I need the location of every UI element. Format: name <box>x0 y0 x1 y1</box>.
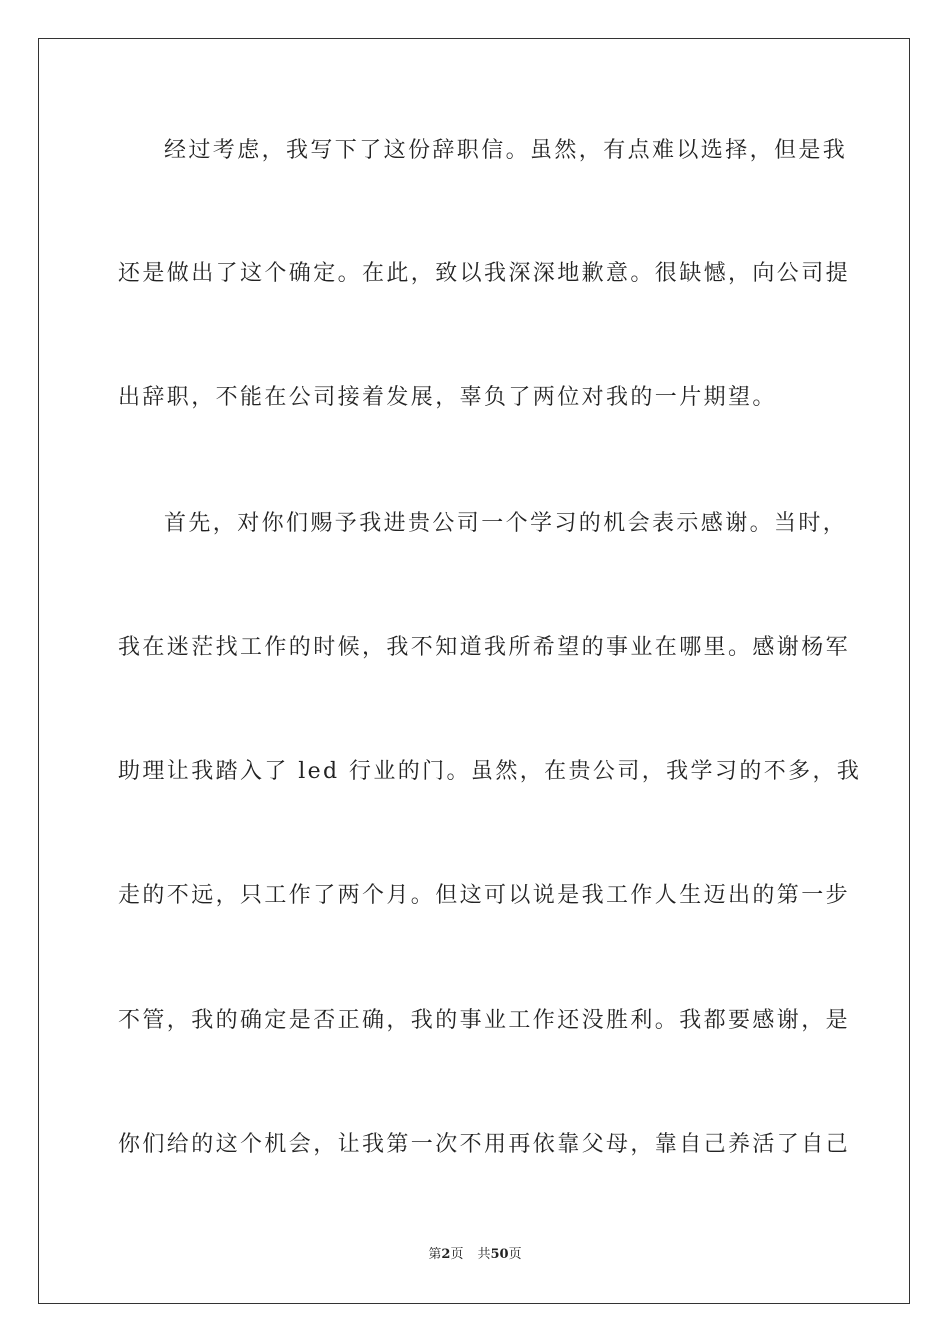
page-border <box>38 38 910 1304</box>
paragraph-1-line-2: 还是做出了这个确定。在此，致以我深深地歉意。很缺憾，向公司提 <box>118 261 851 286</box>
total-prefix: 共 <box>477 1247 491 1262</box>
paragraph-2-line-1: 首先，对你们赐予我进贵公司一个学习的机会表示感谢。当时， <box>164 511 848 536</box>
paragraph-2-line-3: 助理让我踏入了 led 行业的门。虽然，在贵公司，我学习的不多，我 <box>118 759 862 784</box>
paragraph-2-line-5: 不管，我的确定是否正确，我的事业工作还没胜利。我都要感谢，是 <box>118 1008 851 1033</box>
paragraph-2-line-6: 你们给的这个机会，让我第一次不用再依靠父母，靠自己养活了自己 <box>118 1132 851 1157</box>
page-suffix: 页 <box>450 1247 464 1262</box>
paragraph-2-line-2: 我在迷茫找工作的时候，我不知道我所希望的事业在哪里。感谢杨军 <box>118 635 851 660</box>
paragraph-1-line-1: 经过考虑，我写下了这份辞职信。虽然，有点难以选择，但是我 <box>164 138 848 163</box>
total-pages: 50 <box>490 1247 509 1262</box>
page-footer <box>0 1246 950 1264</box>
total-suffix: 页 <box>508 1247 522 1262</box>
page-prefix: 第 <box>428 1247 442 1262</box>
page-number: 2 <box>441 1247 451 1262</box>
paragraph-2-line-4: 走的不远，只工作了两个月。但这可以说是我工作人生迈出的第一步 <box>118 883 851 908</box>
paragraph-1-line-3: 出辞职，不能在公司接着发展，辜负了两位对我的一片期望。 <box>118 385 777 410</box>
